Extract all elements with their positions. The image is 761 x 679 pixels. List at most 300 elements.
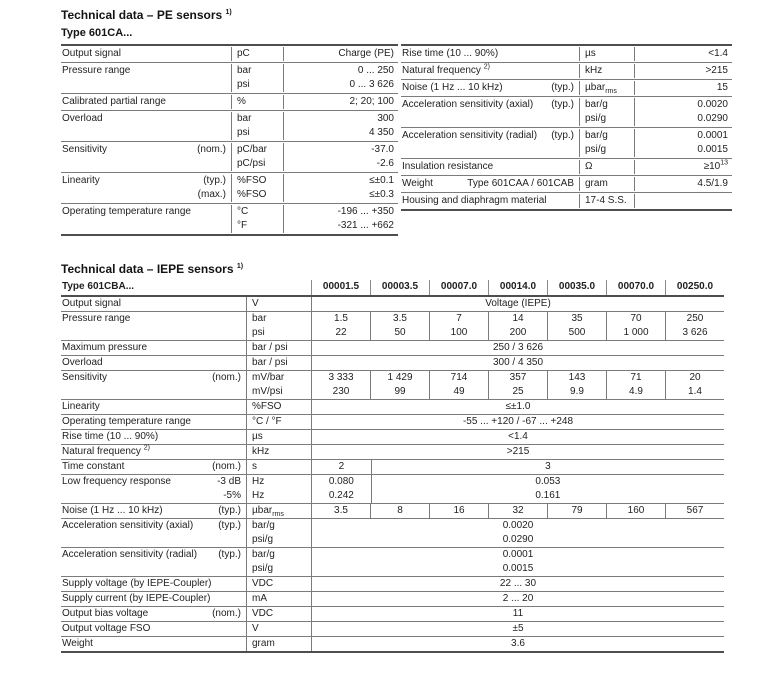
unit-cell: %FSO xyxy=(246,400,311,414)
table-row xyxy=(401,80,732,97)
row-qualifier: -3 dB xyxy=(217,476,241,487)
value-cell: 70 xyxy=(606,312,665,326)
row-label-line xyxy=(61,622,246,636)
row-label-line xyxy=(61,297,246,311)
row-label: Supply voltage (by IEPE-Coupler) xyxy=(62,578,212,589)
table-line xyxy=(231,188,398,202)
table-line xyxy=(246,533,724,547)
unit-cell: pC xyxy=(231,47,283,61)
unit-cell: mV/psi xyxy=(246,385,311,399)
row-label-line xyxy=(61,112,231,126)
table-line xyxy=(231,47,398,61)
row-qualifier: Type 601CAA / 601CAB xyxy=(467,178,574,189)
row-label-line xyxy=(401,47,579,61)
row-label: Output signal xyxy=(62,48,121,59)
value-cell: 2 xyxy=(338,461,345,472)
row-label-line xyxy=(61,219,231,233)
unit-cell: kHz xyxy=(246,445,311,459)
value-cell: 0.0015 xyxy=(502,563,534,574)
unit-cell: °C / °F xyxy=(246,415,311,429)
row-label-line xyxy=(401,177,579,191)
table-row xyxy=(401,159,732,176)
value-cell: 3.6 xyxy=(511,638,525,649)
row-label-line xyxy=(61,385,246,399)
table-line xyxy=(231,205,398,219)
iepe-table-body xyxy=(61,295,724,653)
row-label: Acceleration sensitivity (axial) xyxy=(402,99,534,110)
row-label xyxy=(61,489,62,503)
row-label-cell xyxy=(61,607,246,621)
value-cell: <1.4 xyxy=(708,48,728,59)
unit-cell: bar xyxy=(231,112,283,126)
iepe-section-title xyxy=(61,262,761,276)
unit-cell: µs xyxy=(246,430,311,444)
value-cell: 79 xyxy=(547,504,606,518)
row-label: Acceleration sensitivity (radial) xyxy=(402,130,538,141)
row-label-line xyxy=(401,64,579,78)
table-line xyxy=(246,562,724,576)
row-label xyxy=(61,562,62,576)
table-line xyxy=(579,143,732,157)
value-cell: 100 xyxy=(429,326,488,340)
pe-type-label: Type 601CA... xyxy=(61,27,133,39)
row-label-cell xyxy=(401,98,579,126)
row-label-line xyxy=(61,430,246,444)
table-line xyxy=(231,143,398,157)
row-label-cell xyxy=(401,160,579,174)
row-qualifier: (typ.) xyxy=(218,505,241,516)
row-label: Pressure range xyxy=(62,65,131,76)
table-line xyxy=(246,607,724,621)
row-label xyxy=(61,126,62,140)
row-label-cell xyxy=(61,47,231,61)
row-label-line xyxy=(61,64,231,78)
row-label xyxy=(61,219,62,233)
value-cell: 16 xyxy=(429,504,488,518)
row-label: Weight xyxy=(402,178,433,189)
row-label-cell xyxy=(401,194,579,208)
row-label-line xyxy=(401,129,579,143)
row-label: Sensitivity xyxy=(62,144,108,155)
row-label-line xyxy=(61,475,246,489)
table-row xyxy=(61,415,724,430)
value-cell: <1.4 xyxy=(508,431,528,442)
table-line xyxy=(231,157,398,171)
table-row xyxy=(401,97,732,128)
table-row xyxy=(61,94,398,111)
row-label xyxy=(401,143,402,157)
row-label-cell xyxy=(61,143,231,171)
table-line xyxy=(579,112,732,126)
value-cell: -196 ... +350 xyxy=(337,206,394,217)
row-label: Rise time (10 ... 90%) xyxy=(402,48,499,59)
column-header: 00250.0 xyxy=(665,280,724,295)
value-cell: 0.0001 xyxy=(697,130,728,141)
row-label: Operating temperature range xyxy=(62,416,191,427)
table-line xyxy=(246,592,724,606)
row-label: Natural frequency $^{2)}$ xyxy=(402,63,490,76)
value-cell: 3 xyxy=(371,460,724,474)
table-line xyxy=(579,129,732,143)
value-cell: 4 350 xyxy=(368,127,394,138)
row-label: Sensitivity xyxy=(62,372,108,383)
unit-cell: mA xyxy=(246,592,311,606)
column-header: 00070.0 xyxy=(606,280,665,295)
value-cell: 0.080 xyxy=(328,476,354,487)
table-line xyxy=(579,194,732,208)
value-cell: 1.4 xyxy=(665,385,724,399)
row-label-cell xyxy=(61,112,231,140)
pe-section-title xyxy=(61,8,401,22)
unit-cell: psi/g xyxy=(579,112,634,126)
value-cell: Charge (PE) xyxy=(338,48,394,59)
row-label-cell xyxy=(61,430,246,444)
row-label-line xyxy=(61,637,246,651)
row-label-cell xyxy=(61,64,231,92)
unit-cell: Hz xyxy=(246,489,311,503)
unit-cell: µbar$_{rms}$ xyxy=(579,81,634,95)
value-cell: 15 xyxy=(716,82,728,93)
row-label: Low frequency response xyxy=(62,476,171,487)
row-label-cell xyxy=(61,95,231,109)
row-qualifier: (typ.) xyxy=(551,82,574,93)
iepe-section xyxy=(61,262,761,653)
row-label: Linearity xyxy=(62,401,100,412)
value-cell: 1 000 xyxy=(606,326,665,340)
row-label-line xyxy=(61,174,231,188)
table-line xyxy=(246,548,724,562)
table-row xyxy=(61,504,724,519)
table-row xyxy=(61,445,724,460)
table-row xyxy=(401,128,732,159)
value-cell: 22 xyxy=(335,327,347,338)
value-cell: 0.0290 xyxy=(697,113,728,124)
row-label: Weight xyxy=(62,638,93,649)
row-label-line xyxy=(401,81,579,95)
table-row xyxy=(61,592,724,607)
row-label-line xyxy=(61,592,246,606)
value-cell: 0.0020 xyxy=(697,99,728,110)
row-label-line xyxy=(61,607,246,621)
value-cell: ≤±1.0 xyxy=(505,401,531,412)
table-row xyxy=(401,63,732,80)
table-line xyxy=(231,174,398,188)
row-label-line xyxy=(61,489,246,503)
unit-cell: bar / psi xyxy=(246,341,311,355)
table-line xyxy=(246,297,724,311)
row-label-cell xyxy=(61,577,246,591)
value-cell: 300 xyxy=(377,113,394,124)
unit-cell: psi/g xyxy=(246,562,311,576)
table-line xyxy=(231,95,398,109)
row-label-line xyxy=(61,519,246,533)
table-line xyxy=(579,64,732,78)
table-row xyxy=(61,430,724,445)
table-line xyxy=(579,177,732,191)
value-cell: 11 xyxy=(512,608,524,619)
table-line xyxy=(246,445,724,459)
row-label xyxy=(61,157,62,171)
value-cell: 1 429 xyxy=(370,371,429,385)
row-label-cell xyxy=(61,475,246,503)
table-row xyxy=(401,46,732,63)
unit-cell: °F xyxy=(231,219,283,233)
value-cell: -2.6 xyxy=(376,158,394,169)
value-cell: 35 xyxy=(547,312,606,326)
unit-cell: kHz xyxy=(579,64,634,78)
table-line xyxy=(246,312,724,326)
value-cell: 4.9 xyxy=(606,385,665,399)
unit-cell: µs xyxy=(579,47,634,61)
table-row xyxy=(61,341,724,356)
column-header: 00014.0 xyxy=(488,280,547,295)
value-cell: 0.053 xyxy=(371,475,724,489)
row-label: Acceleration sensitivity (radial) xyxy=(62,549,198,560)
row-label-cell xyxy=(61,400,246,414)
row-label: Time constant xyxy=(62,461,125,472)
column-header: 00035.0 xyxy=(547,280,606,295)
row-label: Natural frequency $^{2)}$ xyxy=(62,444,150,457)
value-cell: 200 xyxy=(488,326,547,340)
unit-cell: s xyxy=(246,460,311,474)
unit-cell: %FSO xyxy=(231,188,283,202)
unit-cell: pC/bar xyxy=(231,143,283,157)
unit-cell: bar xyxy=(246,312,311,326)
row-label: Acceleration sensitivity (axial) xyxy=(62,520,194,531)
row-label xyxy=(61,188,62,202)
row-label xyxy=(61,533,62,547)
pe-secondary-table xyxy=(401,44,732,211)
row-label-line xyxy=(61,157,231,171)
iepe-section-title-text: Technical data – IEPE sensors $^{1)}$ xyxy=(61,262,244,276)
unit-cell: gram xyxy=(579,177,634,191)
value-cell: 0 ... 250 xyxy=(357,65,394,76)
row-label-cell xyxy=(61,174,231,202)
row-label: Output bias voltage xyxy=(62,608,149,619)
unit-cell: V xyxy=(246,622,311,636)
table-line xyxy=(246,475,724,489)
table-line xyxy=(579,98,732,112)
value-cell: $\ge 10^{13}$ xyxy=(703,159,728,172)
row-qualifier: (nom.) xyxy=(197,144,226,155)
row-label: Calibrated partial range xyxy=(62,96,166,107)
table-line xyxy=(246,356,724,370)
value-cell: 32 xyxy=(488,504,547,518)
row-label: Maximum pressure xyxy=(62,342,148,353)
value-cell: 25 xyxy=(488,385,547,399)
value-cell: 0.161 xyxy=(371,489,724,503)
value-cell: 714 xyxy=(429,371,488,385)
unit-cell: mV/bar xyxy=(246,371,311,385)
row-label-cell xyxy=(61,548,246,576)
value-cell: 2 ... 20 xyxy=(502,593,534,604)
value-cell: 143 xyxy=(547,371,606,385)
value-cell: 3 333 xyxy=(328,372,354,383)
pe-right-column xyxy=(401,44,732,211)
table-line xyxy=(231,126,398,140)
value-cell: 1.5 xyxy=(334,313,348,324)
row-label-line xyxy=(61,143,231,157)
row-label-cell xyxy=(61,592,246,606)
table-line xyxy=(579,81,732,95)
row-label-cell xyxy=(401,64,579,78)
row-label-cell xyxy=(61,297,246,311)
unit-cell: bar/g xyxy=(579,129,634,143)
row-label-line xyxy=(401,194,579,208)
table-row xyxy=(61,297,724,312)
table-row xyxy=(61,371,724,400)
row-label: Housing and diaphragm material xyxy=(402,195,547,206)
row-label-cell xyxy=(61,341,246,355)
table-row xyxy=(61,637,724,651)
value-cell: ±5 xyxy=(512,623,524,634)
unit-cell: psi/g xyxy=(246,533,311,547)
value-cell: 357 xyxy=(488,371,547,385)
table-row xyxy=(61,111,398,142)
table-line xyxy=(246,637,724,651)
row-label-line xyxy=(401,160,579,174)
value-cell: >215 xyxy=(705,65,728,76)
table-line xyxy=(246,504,724,518)
unit-cell: V xyxy=(246,297,311,311)
value-cell: 9.9 xyxy=(547,385,606,399)
unit-cell: bar/g xyxy=(246,548,311,562)
table-line xyxy=(231,78,398,92)
unit-cell: gram xyxy=(246,637,311,651)
value-cell: 7 xyxy=(429,312,488,326)
row-label-cell xyxy=(61,415,246,429)
row-label-line xyxy=(61,533,246,547)
table-row xyxy=(401,176,732,193)
table-line xyxy=(246,341,724,355)
row-label-line xyxy=(61,126,231,140)
row-label-line xyxy=(61,95,231,109)
row-label: Supply current (by IEPE-Coupler) xyxy=(62,593,211,604)
value-cell: 99 xyxy=(370,385,429,399)
value-cell: 22 ... 30 xyxy=(499,578,537,589)
unit-cell: psi xyxy=(231,126,283,140)
pe-section-title-text: Technical data – PE sensors $^{1)}$ xyxy=(61,8,232,22)
row-label-cell xyxy=(401,177,579,191)
unit-cell: VDC xyxy=(246,607,311,621)
table-line xyxy=(246,371,724,385)
value-cell: 71 xyxy=(606,371,665,385)
table-line xyxy=(579,47,732,61)
pe-main-table xyxy=(61,44,398,236)
row-qualifier: (typ.) xyxy=(218,549,241,560)
value-cell: 0.0020 xyxy=(502,520,534,531)
table-line xyxy=(246,326,724,340)
row-label-line xyxy=(61,47,231,61)
pe-left-column xyxy=(61,8,401,236)
unit-cell: bar / psi xyxy=(246,356,311,370)
row-label: Overload xyxy=(62,357,103,368)
row-label xyxy=(61,78,62,92)
row-qualifier: (nom.) xyxy=(212,372,241,383)
table-row xyxy=(61,173,398,204)
table-line xyxy=(231,64,398,78)
value-cell: 0.0290 xyxy=(502,534,534,545)
row-label-cell xyxy=(401,47,579,61)
column-header: 00003.5 xyxy=(370,280,429,295)
row-label: Linearity xyxy=(62,175,100,186)
row-label-line xyxy=(61,504,246,518)
value-cell: 250 / 3 626 xyxy=(492,342,544,353)
row-qualifier: (typ.) xyxy=(203,175,226,186)
value-cell: 0.242 xyxy=(328,490,354,501)
row-label: Pressure range xyxy=(62,313,131,324)
unit-cell: psi xyxy=(246,326,311,340)
value-cell: -37.0 xyxy=(371,144,394,155)
table-line xyxy=(231,219,398,233)
table-row xyxy=(61,63,398,94)
row-qualifier: (typ.) xyxy=(551,130,574,141)
row-label-cell xyxy=(401,129,579,157)
value-cell: -55 ... +120 / -67 ... +248 xyxy=(462,416,574,427)
value-cell: 3.5 xyxy=(370,312,429,326)
unit-cell: psi/g xyxy=(579,143,634,157)
value-cell: 567 xyxy=(665,504,724,518)
value-cell: -321 ... +662 xyxy=(337,220,394,231)
unit-cell: bar/g xyxy=(579,98,634,112)
value-cell: Voltage (IEPE) xyxy=(485,298,551,309)
unit-cell: Ω xyxy=(579,160,634,174)
unit-cell: bar xyxy=(231,64,283,78)
table-line xyxy=(246,415,724,429)
unit-cell: %FSO xyxy=(231,174,283,188)
table-row xyxy=(61,356,724,371)
value-cell: 0.0015 xyxy=(697,144,728,155)
row-label: Noise (1 Hz ... 10 kHz) xyxy=(402,82,503,93)
value-cell: 2; 20; 100 xyxy=(349,96,394,107)
unit-cell: µbar$_{rms}$ xyxy=(246,504,311,518)
table-row xyxy=(61,607,724,622)
row-label: Overload xyxy=(62,113,103,124)
row-label-cell xyxy=(401,81,579,95)
row-label-line xyxy=(61,400,246,414)
table-line xyxy=(246,489,724,503)
row-label: Operating temperature range xyxy=(62,206,191,217)
table-row xyxy=(61,204,398,234)
table-row xyxy=(61,312,724,341)
row-label-line xyxy=(61,188,231,202)
value-cell: 3.5 xyxy=(334,505,348,516)
table-line xyxy=(231,112,398,126)
row-label xyxy=(401,112,402,126)
table-row xyxy=(61,548,724,577)
row-label-cell xyxy=(61,637,246,651)
table-line xyxy=(246,622,724,636)
row-label-line xyxy=(61,78,231,92)
table-row xyxy=(61,475,724,504)
row-label-line xyxy=(61,415,246,429)
row-label-line xyxy=(61,577,246,591)
row-label-cell xyxy=(61,445,246,459)
row-label-line xyxy=(61,548,246,562)
unit-cell: Hz xyxy=(246,475,311,489)
value-cell: 0.0001 xyxy=(502,549,534,560)
row-qualifier: -5% xyxy=(223,490,241,501)
value-cell: 3 626 xyxy=(665,326,724,340)
row-label-cell xyxy=(61,312,246,340)
row-label-line xyxy=(61,460,246,474)
table-line xyxy=(246,577,724,591)
row-label-line xyxy=(61,312,246,326)
row-label-cell xyxy=(61,371,246,399)
row-label-cell xyxy=(61,519,246,547)
value-cell: 300 / 4 350 xyxy=(492,357,544,368)
value-cell: 160 xyxy=(606,504,665,518)
